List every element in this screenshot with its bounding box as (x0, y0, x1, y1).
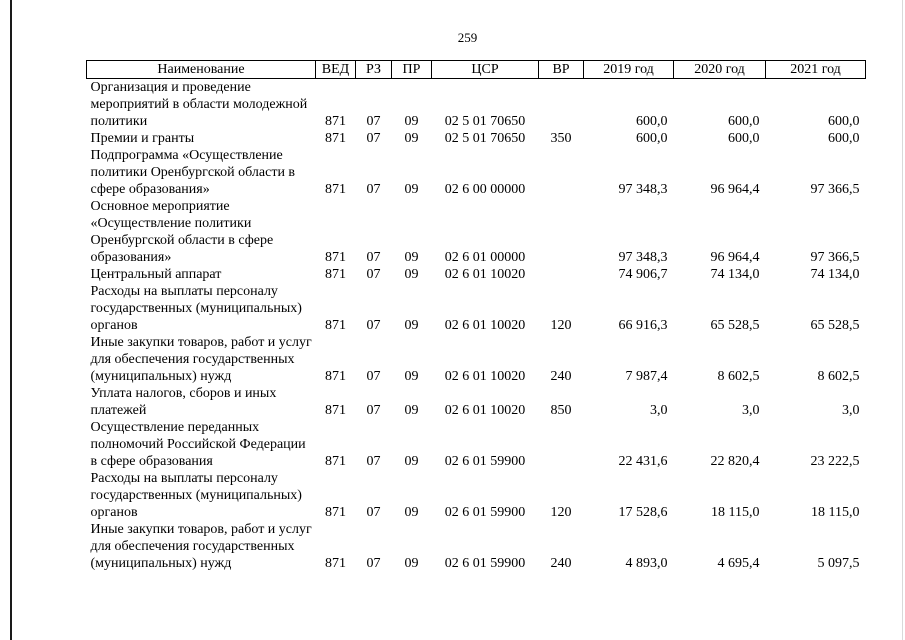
table-row (87, 419, 866, 470)
row-ved: 871 (325, 131, 346, 146)
row-name: Осуществление переданных полномочий Российской Федерации в сфере образования (90, 420, 306, 469)
scan-border-left (10, 0, 12, 640)
row-vr (539, 147, 584, 198)
row-2019: 4 893,0 (625, 556, 668, 571)
row-2020: 65 528,5 (710, 318, 760, 333)
row-2019: 600,0 (636, 131, 668, 146)
row-rz: 07 (366, 318, 381, 333)
row-2020: 600,0 (728, 131, 760, 146)
row-pr: 09 (404, 182, 419, 197)
row-rz: 07 (366, 182, 381, 197)
row-2019: 7 987,4 (625, 369, 668, 384)
row-2019: 74 906,7 (618, 267, 668, 282)
row-2020: 22 820,4 (710, 454, 760, 469)
table-row (87, 266, 866, 283)
row-pr: 09 (404, 403, 419, 418)
row-pr: 09 (404, 454, 419, 469)
row-pr: 09 (404, 505, 419, 520)
table-row (87, 147, 866, 198)
row-rz: 07 (366, 454, 381, 469)
row-csr: 02 6 01 59900 (444, 454, 526, 469)
row-name: Центральный аппарат (90, 267, 222, 282)
row-rz: 07 (366, 505, 381, 520)
row-2020: 3,0 (742, 403, 760, 418)
row-2021: 97 366,5 (810, 182, 860, 197)
row-vr: 240 (550, 369, 572, 384)
row-name: Подпрограмма «Осуществление политики Оренбургской области в сфере образования» (90, 148, 296, 197)
row-pr: 09 (404, 131, 419, 146)
header-vr: ВР (539, 61, 584, 79)
row-2019: 22 431,6 (618, 454, 668, 469)
row-2021: 8 602,5 (817, 369, 860, 384)
row-csr: 02 6 01 10020 (444, 318, 526, 333)
row-2019: 17 528,6 (618, 505, 668, 520)
row-2021: 23 222,5 (810, 454, 860, 469)
row-pr: 09 (404, 250, 419, 265)
header-2019: 2019 год (584, 61, 674, 79)
row-2021: 5 097,5 (817, 556, 860, 571)
header-csr: ЦСР (432, 61, 539, 79)
row-vr: 120 (550, 505, 572, 520)
table-row (87, 334, 866, 385)
row-2021: 600,0 (828, 114, 860, 129)
row-ved: 871 (325, 454, 346, 469)
header-name: Наименование (87, 61, 316, 79)
row-ved: 871 (325, 182, 346, 197)
header-2021: 2021 год (766, 61, 866, 79)
row-2020: 96 964,4 (710, 182, 760, 197)
row-rz: 07 (366, 369, 381, 384)
row-rz: 07 (366, 267, 381, 282)
page-number: 259 (457, 30, 478, 45)
row-csr: 02 6 01 10020 (444, 369, 526, 384)
header-rz: РЗ (356, 61, 392, 79)
row-vr: 850 (550, 403, 572, 418)
table-row (87, 385, 866, 419)
row-csr: 02 6 00 00000 (444, 182, 526, 197)
row-csr: 02 5 01 70650 (444, 114, 526, 129)
row-2019: 600,0 (636, 114, 668, 129)
row-vr (539, 419, 584, 470)
row-ved: 871 (325, 505, 346, 520)
row-name: Иные закупки товаров, работ и услуг для обеспечения государственных (муниципальных) нужд (90, 335, 312, 384)
table-row (87, 198, 866, 266)
row-pr: 09 (404, 556, 419, 571)
row-vr (539, 79, 584, 131)
row-2021: 97 366,5 (810, 250, 860, 265)
row-2021: 65 528,5 (810, 318, 860, 333)
row-2019: 3,0 (650, 403, 668, 418)
header-pr: ПР (392, 61, 432, 79)
row-csr: 02 6 01 59900 (444, 505, 526, 520)
row-csr: 02 6 01 59900 (444, 556, 526, 571)
scan-border-right (902, 0, 903, 640)
row-pr: 09 (404, 318, 419, 333)
row-2020: 96 964,4 (710, 250, 760, 265)
row-ved: 871 (325, 556, 346, 571)
row-vr (539, 266, 584, 283)
row-rz: 07 (366, 403, 381, 418)
row-vr: 350 (550, 131, 572, 146)
row-rz: 07 (366, 114, 381, 129)
row-2021: 74 134,0 (810, 267, 860, 282)
row-pr: 09 (404, 267, 419, 282)
table-row (87, 521, 866, 572)
row-rz: 07 (366, 250, 381, 265)
row-ved: 871 (325, 403, 346, 418)
row-pr: 09 (404, 369, 419, 384)
table-row (87, 283, 866, 334)
row-csr: 02 6 01 10020 (444, 267, 526, 282)
row-ved: 871 (325, 267, 346, 282)
row-2019: 66 916,3 (618, 318, 668, 333)
budget-table (86, 60, 866, 572)
row-name: Премии и гранты (90, 131, 195, 146)
header-ved: ВЕД (316, 61, 356, 79)
row-2020: 74 134,0 (710, 267, 760, 282)
row-name: Иные закупки товаров, работ и услуг для обеспечения государственных (муниципальных) нужд (90, 522, 312, 571)
row-2020: 18 115,0 (711, 505, 760, 520)
row-ved: 871 (325, 318, 346, 333)
table-row (87, 470, 866, 521)
row-name: Уплата налогов, сборов и иных платежей (90, 386, 277, 418)
row-2021: 18 115,0 (811, 505, 860, 520)
row-csr: 02 6 01 00000 (444, 250, 526, 265)
row-name: Основное мероприятие «Осуществление политики Оренбургской области в сфере образования» (90, 199, 274, 265)
row-vr: 120 (550, 318, 572, 333)
row-csr: 02 6 01 10020 (444, 403, 526, 418)
table-header-row (87, 61, 866, 79)
row-name: Организация и проведение мероприятий в области молодежной политики (90, 80, 308, 129)
row-csr: 02 5 01 70650 (444, 131, 526, 146)
row-ved: 871 (325, 114, 346, 129)
row-ved: 871 (325, 250, 346, 265)
row-pr: 09 (404, 114, 419, 129)
table-row (87, 79, 866, 131)
row-rz: 07 (366, 131, 381, 146)
header-2020: 2020 год (674, 61, 766, 79)
row-ved: 871 (325, 369, 346, 384)
row-2019: 97 348,3 (618, 250, 668, 265)
row-vr (539, 198, 584, 266)
row-2020: 8 602,5 (717, 369, 760, 384)
row-name: Расходы на выплаты персоналу государственных (муниципальных) органов (90, 284, 302, 333)
row-2021: 3,0 (842, 403, 860, 418)
table-row (87, 130, 866, 147)
row-2021: 600,0 (828, 131, 860, 146)
row-name: Расходы на выплаты персоналу государственных (муниципальных) органов (90, 471, 302, 520)
row-2020: 600,0 (728, 114, 760, 129)
row-vr: 240 (550, 556, 572, 571)
row-rz: 07 (366, 556, 381, 571)
row-2019: 97 348,3 (618, 182, 668, 197)
row-2020: 4 695,4 (717, 556, 760, 571)
